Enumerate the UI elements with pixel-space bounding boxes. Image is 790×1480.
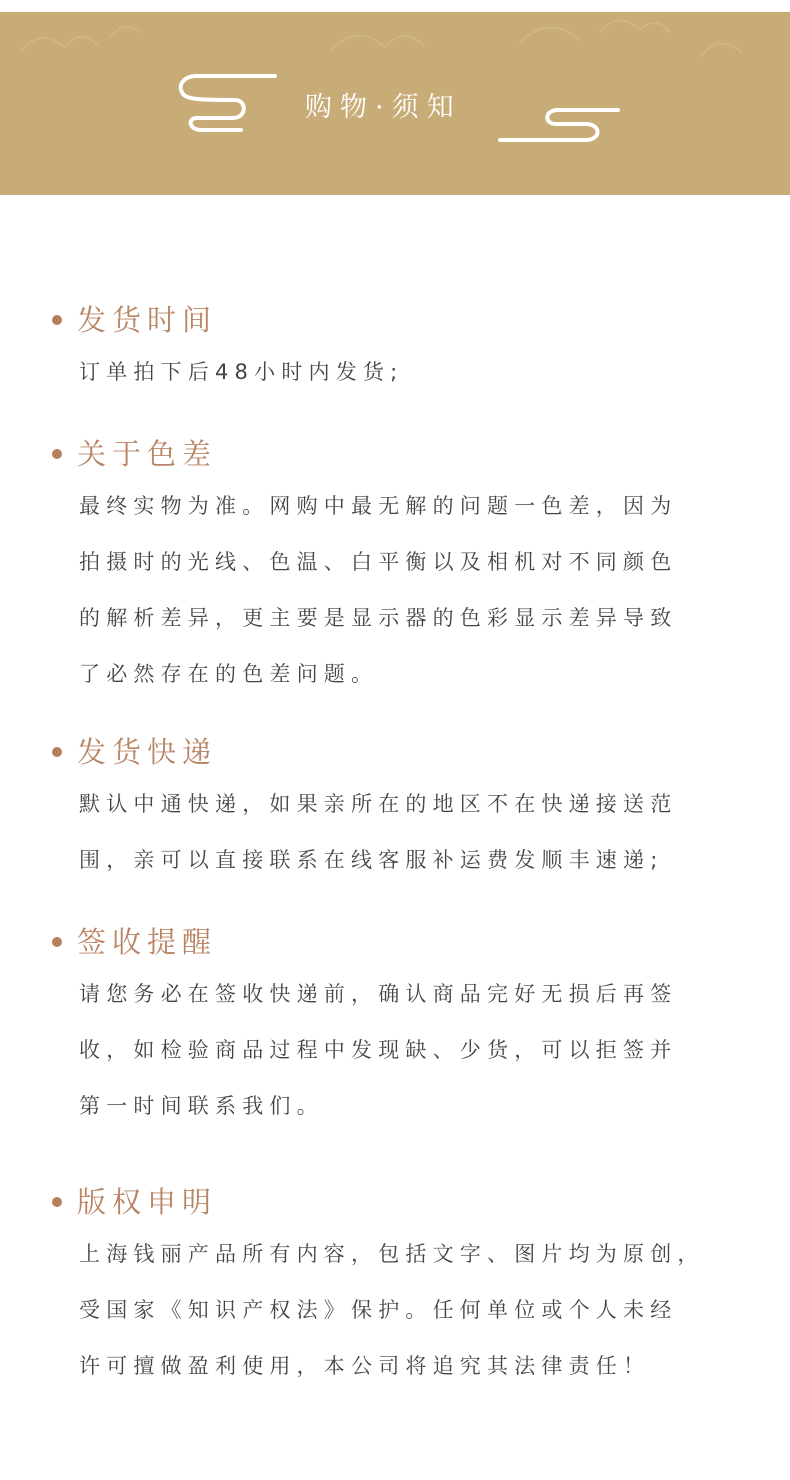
section-text-line: 订单拍下后48小时内发货; (79, 360, 404, 384)
cloud-ornament-left-icon (175, 72, 285, 142)
section-text-line: 许可擅做盈利使用，本公司将追究其法律责任！ (79, 1354, 651, 1378)
section-text-line: 了必然存在的色差问题。 (79, 662, 379, 686)
header-title: 购物·须知 (305, 92, 462, 123)
section-title: 版权申明 (77, 1185, 218, 1219)
section-header (0, 922, 790, 962)
bullet-dot-icon (52, 315, 62, 325)
section-header (0, 300, 790, 340)
section-text-line: 围，亲可以直接联系在线客服补运费发顺丰速递; (79, 848, 664, 872)
bullet-dot-icon (52, 1197, 62, 1207)
section-header (0, 1182, 790, 1222)
section-shipping-time (0, 300, 790, 384)
header-banner (0, 12, 790, 195)
section-title: 发货时间 (77, 303, 218, 337)
section-copyright (0, 1182, 790, 1378)
section-title: 发货快递 (77, 735, 218, 769)
section-title: 签收提醒 (77, 925, 218, 959)
section-header (0, 732, 790, 772)
bullet-dot-icon (52, 747, 62, 757)
section-title: 关于色差 (77, 437, 218, 471)
section-text-line: 收，如检验商品过程中发现缺、少货，可以拒签并 (79, 1038, 678, 1062)
section-text-line: 上海钱丽产品所有内容，包括文字、图片均为原创， (79, 1242, 705, 1266)
section-text-line: 默认中通快递，如果亲所在的地区不在快递接送范 (79, 792, 678, 816)
bullet-dot-icon (52, 937, 62, 947)
section-color-difference (0, 434, 790, 686)
bullet-dot-icon (52, 449, 62, 459)
section-text-line: 的解析差异，更主要是显示器的色彩显示差异导致 (79, 606, 678, 630)
section-courier (0, 732, 790, 872)
section-text-line: 拍摄时的光线、色温、白平衡以及相机对不同颜色 (79, 550, 678, 574)
section-header (0, 434, 790, 474)
section-text-line: 请您务必在签收快递前，确认商品完好无损后再签 (79, 982, 678, 1006)
section-text-line: 最终实物为准。网购中最无解的问题一色差，因为 (79, 494, 678, 518)
section-text-line: 第一时间联系我们。 (79, 1094, 324, 1118)
section-text-line: 受国家《知识产权法》保护。任何单位或个人未经 (79, 1298, 678, 1322)
cloud-ornament-right-icon (496, 98, 626, 148)
section-delivery-reminder (0, 922, 790, 1118)
